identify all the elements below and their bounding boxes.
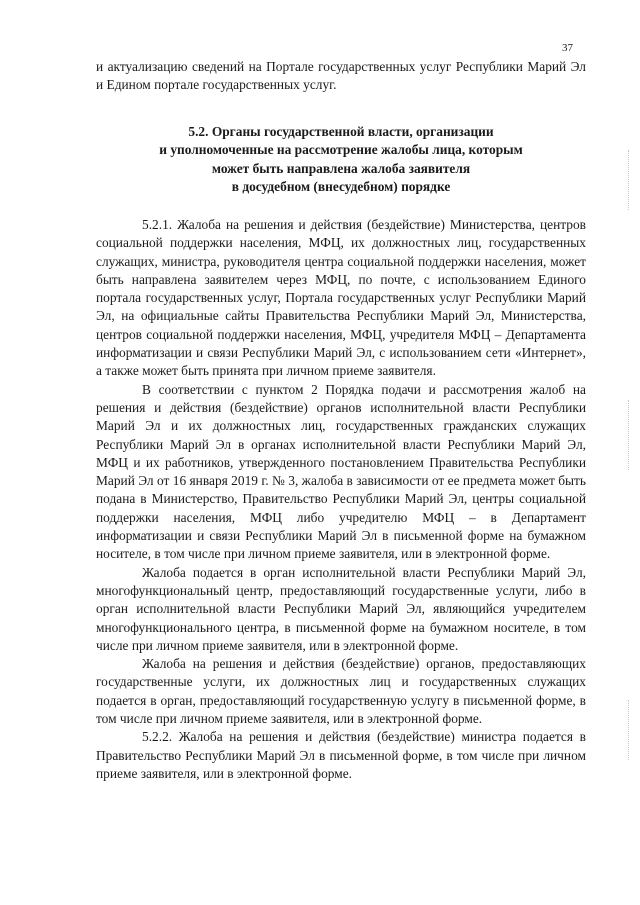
paragraph-service-bodies: Жалоба на решения и действия (бездействие) органов, предоставляющих государственные услуги, их должностных лиц и государственных служащих подается в орган, предоставляющий государственную услугу в письменной форме, в том числе при личном приеме заявителя, или в электронной форме. (96, 656, 586, 726)
paragraph-5-2-2: 5.2.2. Жалоба на решения и действия (бездействие) министра подается в Правительство Республики Марий Эл в письменной форме, в том числе при личном приеме заявителя, или в электронной форме. (96, 729, 586, 781)
paragraph-procedure: В соответствии с пунктом 2 Порядка подачи и рассмотрения жалоб на решения и действия (бездействие) органов исполнительной власти Республики Марий Эл и их должностных лиц, государственных гражданских служащих Республики Марий Эл в органах исполнительной власти Республики Марий Эл, МФЦ и их работников, утвержденного постановлением Правительства Республики Марий Эл от 16 января 2019 г. № 3, жалоба в зависимости от ее предмета может быть подана в Министерство, Правительство Республики Марий Эл, центры социальной поддержки населения, МФЦ либо учредителю МФЦ – в Департамент информатизации и связи Республики Марий Эл в письменной форме на бумажном носителе, в том числе при личном приеме заявителя, или в электронной форме. (96, 381, 586, 562)
heading-line-4: в досудебном (внесудебном) порядке (231, 179, 451, 195)
document-body (96, 58, 586, 783)
section-heading (96, 123, 586, 197)
heading-line-1: 5.2. Органы государственной власти, организации (188, 123, 494, 139)
intro-line-2: Марий Эл и Едином портале государственных услуг. (96, 59, 586, 93)
intro-paragraph (96, 58, 586, 95)
paragraph-executive-body: Жалоба подается в орган исполнительной власти Республики Марий Эл, многофункциональный центр, предоставляющий государственные услуги, либо в орган исполнительной власти Республики Марий Эл, являющийся учредителем многофункционального центра, в письменной форме на бумажном носителе, в том числе при личном приеме заявителя, или в электронной форме. (96, 564, 586, 653)
page-number: 37 (562, 42, 573, 54)
paragraph-5-2-1: 5.2.1. Жалоба на решения и действия (бездействие) Министерства, центров социальной поддержки населения, МФЦ, их должностных лиц, государственных служащих, министра, руководителя центра социальной поддержки населения, может быть направлена заявителем через МФЦ, по почте, с использованием Единого портала государственных услуг, Портала государственных услуг Республики Марий Эл, на официальные сайты Правительства Республики Марий Эл, Министерства, центров социальной поддержки населения, МФЦ, учредителя МФЦ – Департамента информатизации и связи Республики Марий Эл, с использованием сети «Интернет», а также может быть принята при личном приеме заявителя. (96, 216, 586, 379)
scan-edge-mark (628, 700, 632, 760)
heading-line-3: может быть направлена жалоба заявителя (211, 160, 471, 176)
scan-edge-mark (628, 400, 632, 470)
scan-edge-mark (628, 150, 632, 210)
intro-line-1: и актуализацию сведений на Портале государственных услуг Республики (96, 59, 523, 74)
heading-line-2: и уполномоченные на рассмотрение жалобы лица, которым (159, 142, 523, 158)
